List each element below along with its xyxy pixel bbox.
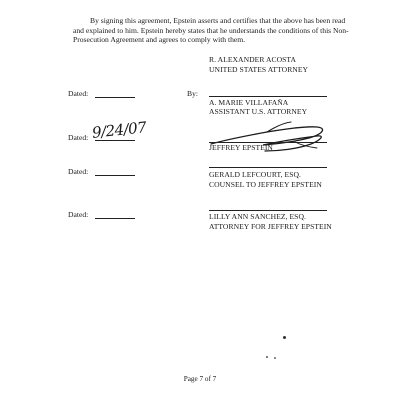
dated-label-1: Dated: <box>68 89 89 98</box>
sanchez-name: LILLY ANN SANCHEZ, ESQ. <box>209 212 306 221</box>
dated-label-3: Dated: <box>68 167 89 176</box>
scan-speck <box>283 336 286 339</box>
scan-speck <box>266 356 268 358</box>
paragraph-line-3: Prosecution Agreement and agrees to comply with them. <box>73 35 246 45</box>
sanchez-title: ATTORNEY FOR JEFFREY EPSTEIN <box>209 222 332 231</box>
dated-label-4: Dated: <box>68 210 89 219</box>
epstein-signature <box>205 118 345 158</box>
scan-speck <box>274 357 276 359</box>
signature-line-lefcourt <box>209 167 327 168</box>
us-attorney-name: R. ALEXANDER ACOSTA <box>209 55 297 64</box>
us-attorney-title: UNITED STATES ATTORNEY <box>209 65 309 74</box>
paragraph-line-2: and explained to him. Epstein hereby states that he understands the conditions of this Non- <box>73 25 349 35</box>
dated-line-4 <box>95 218 135 219</box>
paragraph-line-1: By signing this agreement, Epstein asserts and certifies that the above has been read <box>90 16 346 25</box>
dated-line-2 <box>95 140 135 141</box>
epstein-name: JEFFREY EPSTEIN <box>209 143 273 152</box>
handwritten-date: 9/24/07 <box>91 118 148 142</box>
dated-line-1 <box>95 97 135 98</box>
dated-line-3 <box>95 175 135 176</box>
villafana-name: A. MARIE VILLAFAÑA <box>209 98 289 107</box>
certification-paragraph <box>73 16 349 45</box>
signature-line-villafana <box>209 96 327 97</box>
lefcourt-title: COUNSEL TO JEFFREY EPSTEIN <box>209 180 322 189</box>
by-label: By: <box>187 89 198 98</box>
signature-line-sanchez <box>209 210 327 211</box>
lefcourt-name: GERALD LEFCOURT, ESQ. <box>209 170 301 179</box>
dated-label-2: Dated: <box>68 133 89 142</box>
villafana-title: ASSISTANT U.S. ATTORNEY <box>209 107 308 116</box>
page-number: Page 7 of 7 <box>183 375 217 383</box>
